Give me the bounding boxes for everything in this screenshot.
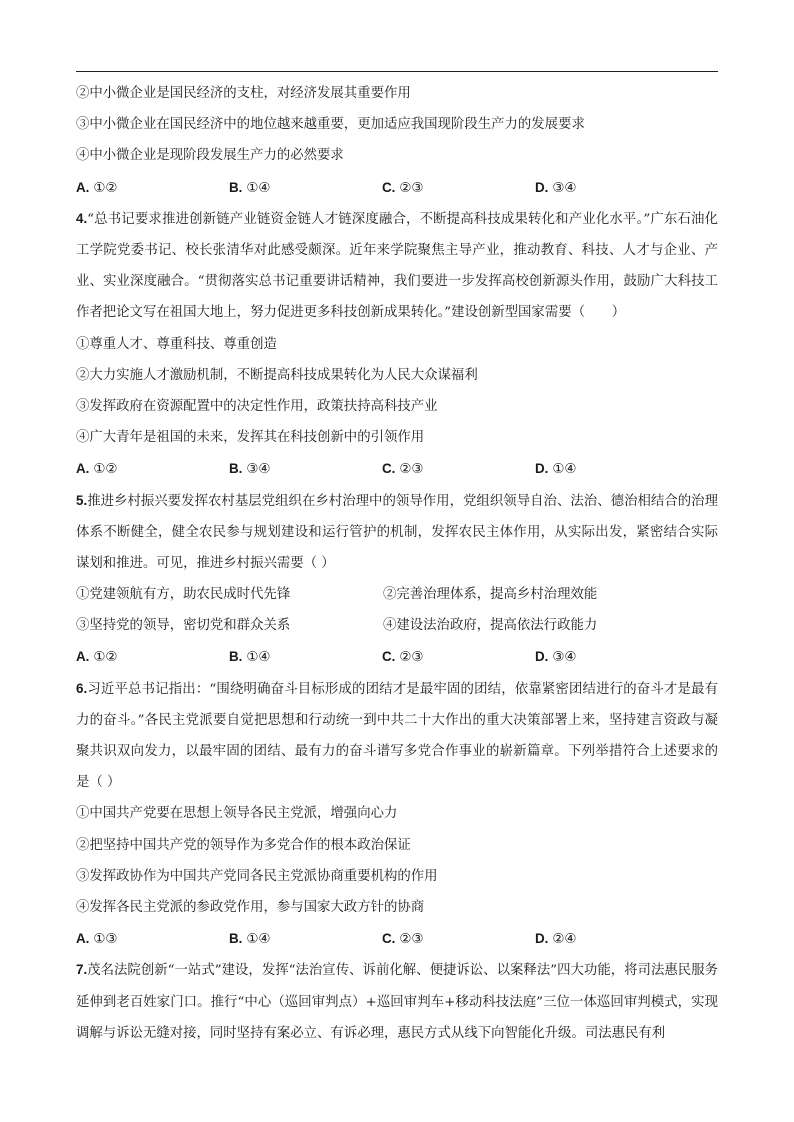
q3-options xyxy=(76,172,718,203)
q5-option-b[interactable]: B. ①④ xyxy=(229,649,271,666)
exam-page xyxy=(76,78,718,1049)
q5-number: 5. xyxy=(76,492,88,508)
q5-option-c[interactable]: C. ②③ xyxy=(382,649,424,666)
q6-number: 6. xyxy=(76,680,88,696)
q5-option-d[interactable]: D. ③④ xyxy=(535,649,577,666)
q7-stem: 7.茂名法院创新“一站式”建设，发挥“法治宣传、诉前化解、便捷诉讼、以案释法”四大功能，将司法惠民服务延伸到老百姓家门口。推行“中心（巡回审判点）+巡回审判车+移动科技法庭”三位一体巡回审判模式，实现调解与诉讼无缝对接，同时坚持有案必立、有诉必理，惠民方式从线下向智能化升级。司法惠民有利 xyxy=(76,962,718,1041)
q4-item-2: ②大力实施人才激励机制，不断提高科技成果转化为人民大众谋福利 xyxy=(76,367,478,383)
q5-stem: 5.推进乡村振兴要发挥农村基层党组织在乡村治理中的领导作用，党组织领导自治、法治、德治相结合的治理体系不断健全，健全农民参与规划建设和运行管护的机制，发挥农民主体作用，从实际出发，紧密结合实际谋划和推进。可见，推进乡村振兴需要（ ） xyxy=(76,492,718,571)
q6-item-1: ①中国共产党要在思想上领导各民主党派，增强向心力 xyxy=(76,806,398,822)
q4-number: 4. xyxy=(76,210,88,226)
q6-stem: 6.习近平总书记指出：“围绕明确奋斗目标形成的团结才是最牢固的团结，依靠紧密团结进行的奋斗才是最有力的奋斗。”各民主党派要自觉把思想和行动统一到中共二十大作出的重大决策部署上来，坚持建言资政与凝聚共识双向发力，以最牢固的团结、最有力的奋斗谱写多党合作事业的崭新篇章。下列举措符合上述要求的是（ ） xyxy=(76,680,718,791)
q6-options xyxy=(76,923,718,954)
q6-item-3: ③发挥政协作为中国共产党同各民主党派协商重要机构的作用 xyxy=(76,868,438,884)
header-rule xyxy=(76,71,718,72)
q5-options xyxy=(76,641,718,672)
q4-item-4: ④广大青年是祖国的未来，发挥其在科技创新中的引领作用 xyxy=(76,430,425,446)
q5-item-1: ①党建领航有方，助农民成时代先锋 xyxy=(76,587,291,603)
q4-option-b[interactable]: B. ③④ xyxy=(229,461,271,478)
q4-item-1: ①尊重人才、尊重科技、尊重创造 xyxy=(76,336,277,352)
q6-item-4: ④发挥各民主党派的参政党作用，参与国家大政方针的协商 xyxy=(76,900,425,916)
q3-option-d[interactable]: D. ③④ xyxy=(535,179,577,196)
q3-item-2: ②中小微企业是国民经济的支柱，对经济发展其重要作用 xyxy=(76,86,411,101)
q6-option-a[interactable]: A. ①③ xyxy=(76,931,118,948)
q4-option-a[interactable]: A. ①② xyxy=(76,461,118,478)
q6-item-2: ②把坚持中国共产党的领导作为多党合作的根本政治保证 xyxy=(76,837,411,853)
q5-items-row-1 xyxy=(76,579,718,610)
q6-option-c[interactable]: C. ②③ xyxy=(382,931,424,948)
q6-option-b[interactable]: B. ①④ xyxy=(229,931,271,948)
q3-item-3: ③中小微企业在国民经济中的地位越来越重要，更加适应我国现阶段生产力的发展要求 xyxy=(76,117,585,133)
q3-option-b[interactable]: B. ①④ xyxy=(229,179,271,196)
q3-item-4: ④中小微企业是现阶段发展生产力的必然要求 xyxy=(76,148,344,164)
q4-option-d[interactable]: D. ①④ xyxy=(535,461,577,478)
q5-item-3: ③坚持党的领导，密切党和群众关系 xyxy=(76,618,291,634)
q4-option-c[interactable]: C. ②③ xyxy=(382,461,424,478)
q4-options xyxy=(76,453,718,484)
q5-option-a[interactable]: A. ①② xyxy=(76,649,118,666)
q3-option-c[interactable]: C. ②③ xyxy=(382,179,424,196)
q5-item-4: ④建设法治政府，提高依法行政能力 xyxy=(383,618,598,634)
q3-option-a[interactable]: A. ①② xyxy=(76,179,118,196)
q7-number: 7. xyxy=(76,962,88,978)
q5-item-2: ②完善治理体系，提高乡村治理效能 xyxy=(383,587,598,603)
q4-stem: 4.“总书记要求推进创新链产业链资金链人才链深度融合，不断提高科技成果转化和产业化水平。”广东石油化工学院党委书记、校长张清华对此感受颇深。近年来学院聚焦主导产业，推动教育、科技、人才与企业、产业、实业深度融合。“贯彻落实总书记重要讲话精神，我们要进一步发挥高校创新源头作用，鼓励广大科技工作者把论文写在祖国大地上，努力促进更多科技创新成果转化。”建设创新型国家需要（ ） xyxy=(76,210,718,321)
q6-option-d[interactable]: D. ②④ xyxy=(535,931,577,948)
q5-items-row-2 xyxy=(76,610,718,641)
q4-item-3: ③发挥政府在资源配置中的决定性作用，政策扶持高科技产业 xyxy=(76,398,438,414)
